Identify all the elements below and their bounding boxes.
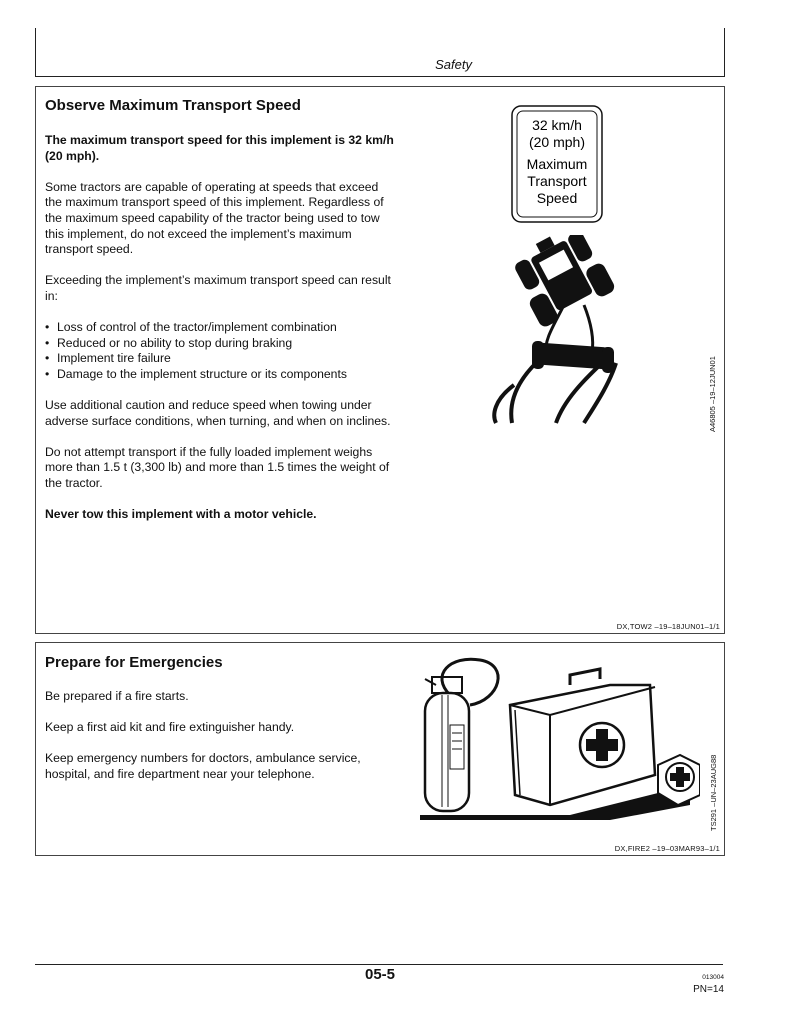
paragraph: Keep emergency numbers for doctors, ambulance service, hospital, and fire department near your telephone. (45, 751, 361, 781)
consequence-list (45, 320, 395, 382)
sign-line: Transport (527, 173, 587, 189)
section-body (45, 689, 395, 798)
sign-line: 32 km/h (532, 117, 582, 133)
reference-code: DX,FIRE2 –19–03MAR93–1/1 (614, 844, 720, 853)
paragraph: Some tractors are capable of operating at speeds that exceed the maximum transport speed of this implement. Regardless of the maximum speed capability of the tractor being used to tow this implement, do not exceed the implement’s maximum transport speed. (45, 179, 384, 257)
closing-warning: Never tow this implement with a motor vehicle. (45, 507, 317, 522)
pn-label: PN=14 (693, 984, 724, 995)
document-code: 013004 (702, 974, 724, 981)
emergency-equipment-icon (410, 655, 700, 823)
sign-line: Maximum (526, 156, 588, 172)
section-transport-speed (35, 86, 725, 634)
paragraph: Use additional caution and reduce speed when towing under adverse surface conditions, when turning, and when on inclines. (45, 398, 391, 428)
header-title: Safety (435, 57, 472, 72)
figure-code: TS291 –UN–23AUG88 (709, 754, 718, 831)
paragraph: Do not attempt transport if the fully loaded implement weighs more than 1.5 t (3,300 lb) and more than 1.5 times the weight of the tractor. (45, 444, 390, 491)
section-body (45, 133, 395, 538)
section-title: Observe Maximum Transport Speed (45, 97, 301, 114)
section-title: Prepare for Emergencies (45, 654, 223, 671)
list-item: • Reduced or no ability to stop during braking (45, 336, 395, 352)
paragraph: Exceeding the implement’s maximum transport speed can result in: (45, 273, 391, 303)
section-emergencies (35, 642, 725, 856)
footer-rule (35, 964, 723, 965)
tractor-towing-icon (484, 235, 634, 425)
reference-code: DX,TOW2 –19–18JUN01–1/1 (616, 622, 720, 631)
paragraph: Be prepared if a fire starts. (45, 689, 189, 703)
sign-line: Speed (536, 190, 578, 206)
list-item: • Damage to the implement structure or its components (45, 367, 395, 383)
speed-sign-icon (511, 105, 603, 223)
header-frame (35, 28, 725, 77)
list-item: • Implement tire failure (45, 351, 395, 367)
page-number: 05-5 (364, 966, 396, 983)
list-item: • Loss of control of the tractor/implement combination (45, 320, 395, 336)
lead-statement: The maximum transport speed for this implement is 32 km/h (20 mph). (45, 133, 394, 163)
paragraph: Keep a first aid kit and fire extinguisher handy. (45, 720, 295, 735)
sign-line: (20 mph) (528, 134, 586, 150)
figure-code: A46805 –19–12JUN01 (708, 356, 717, 432)
